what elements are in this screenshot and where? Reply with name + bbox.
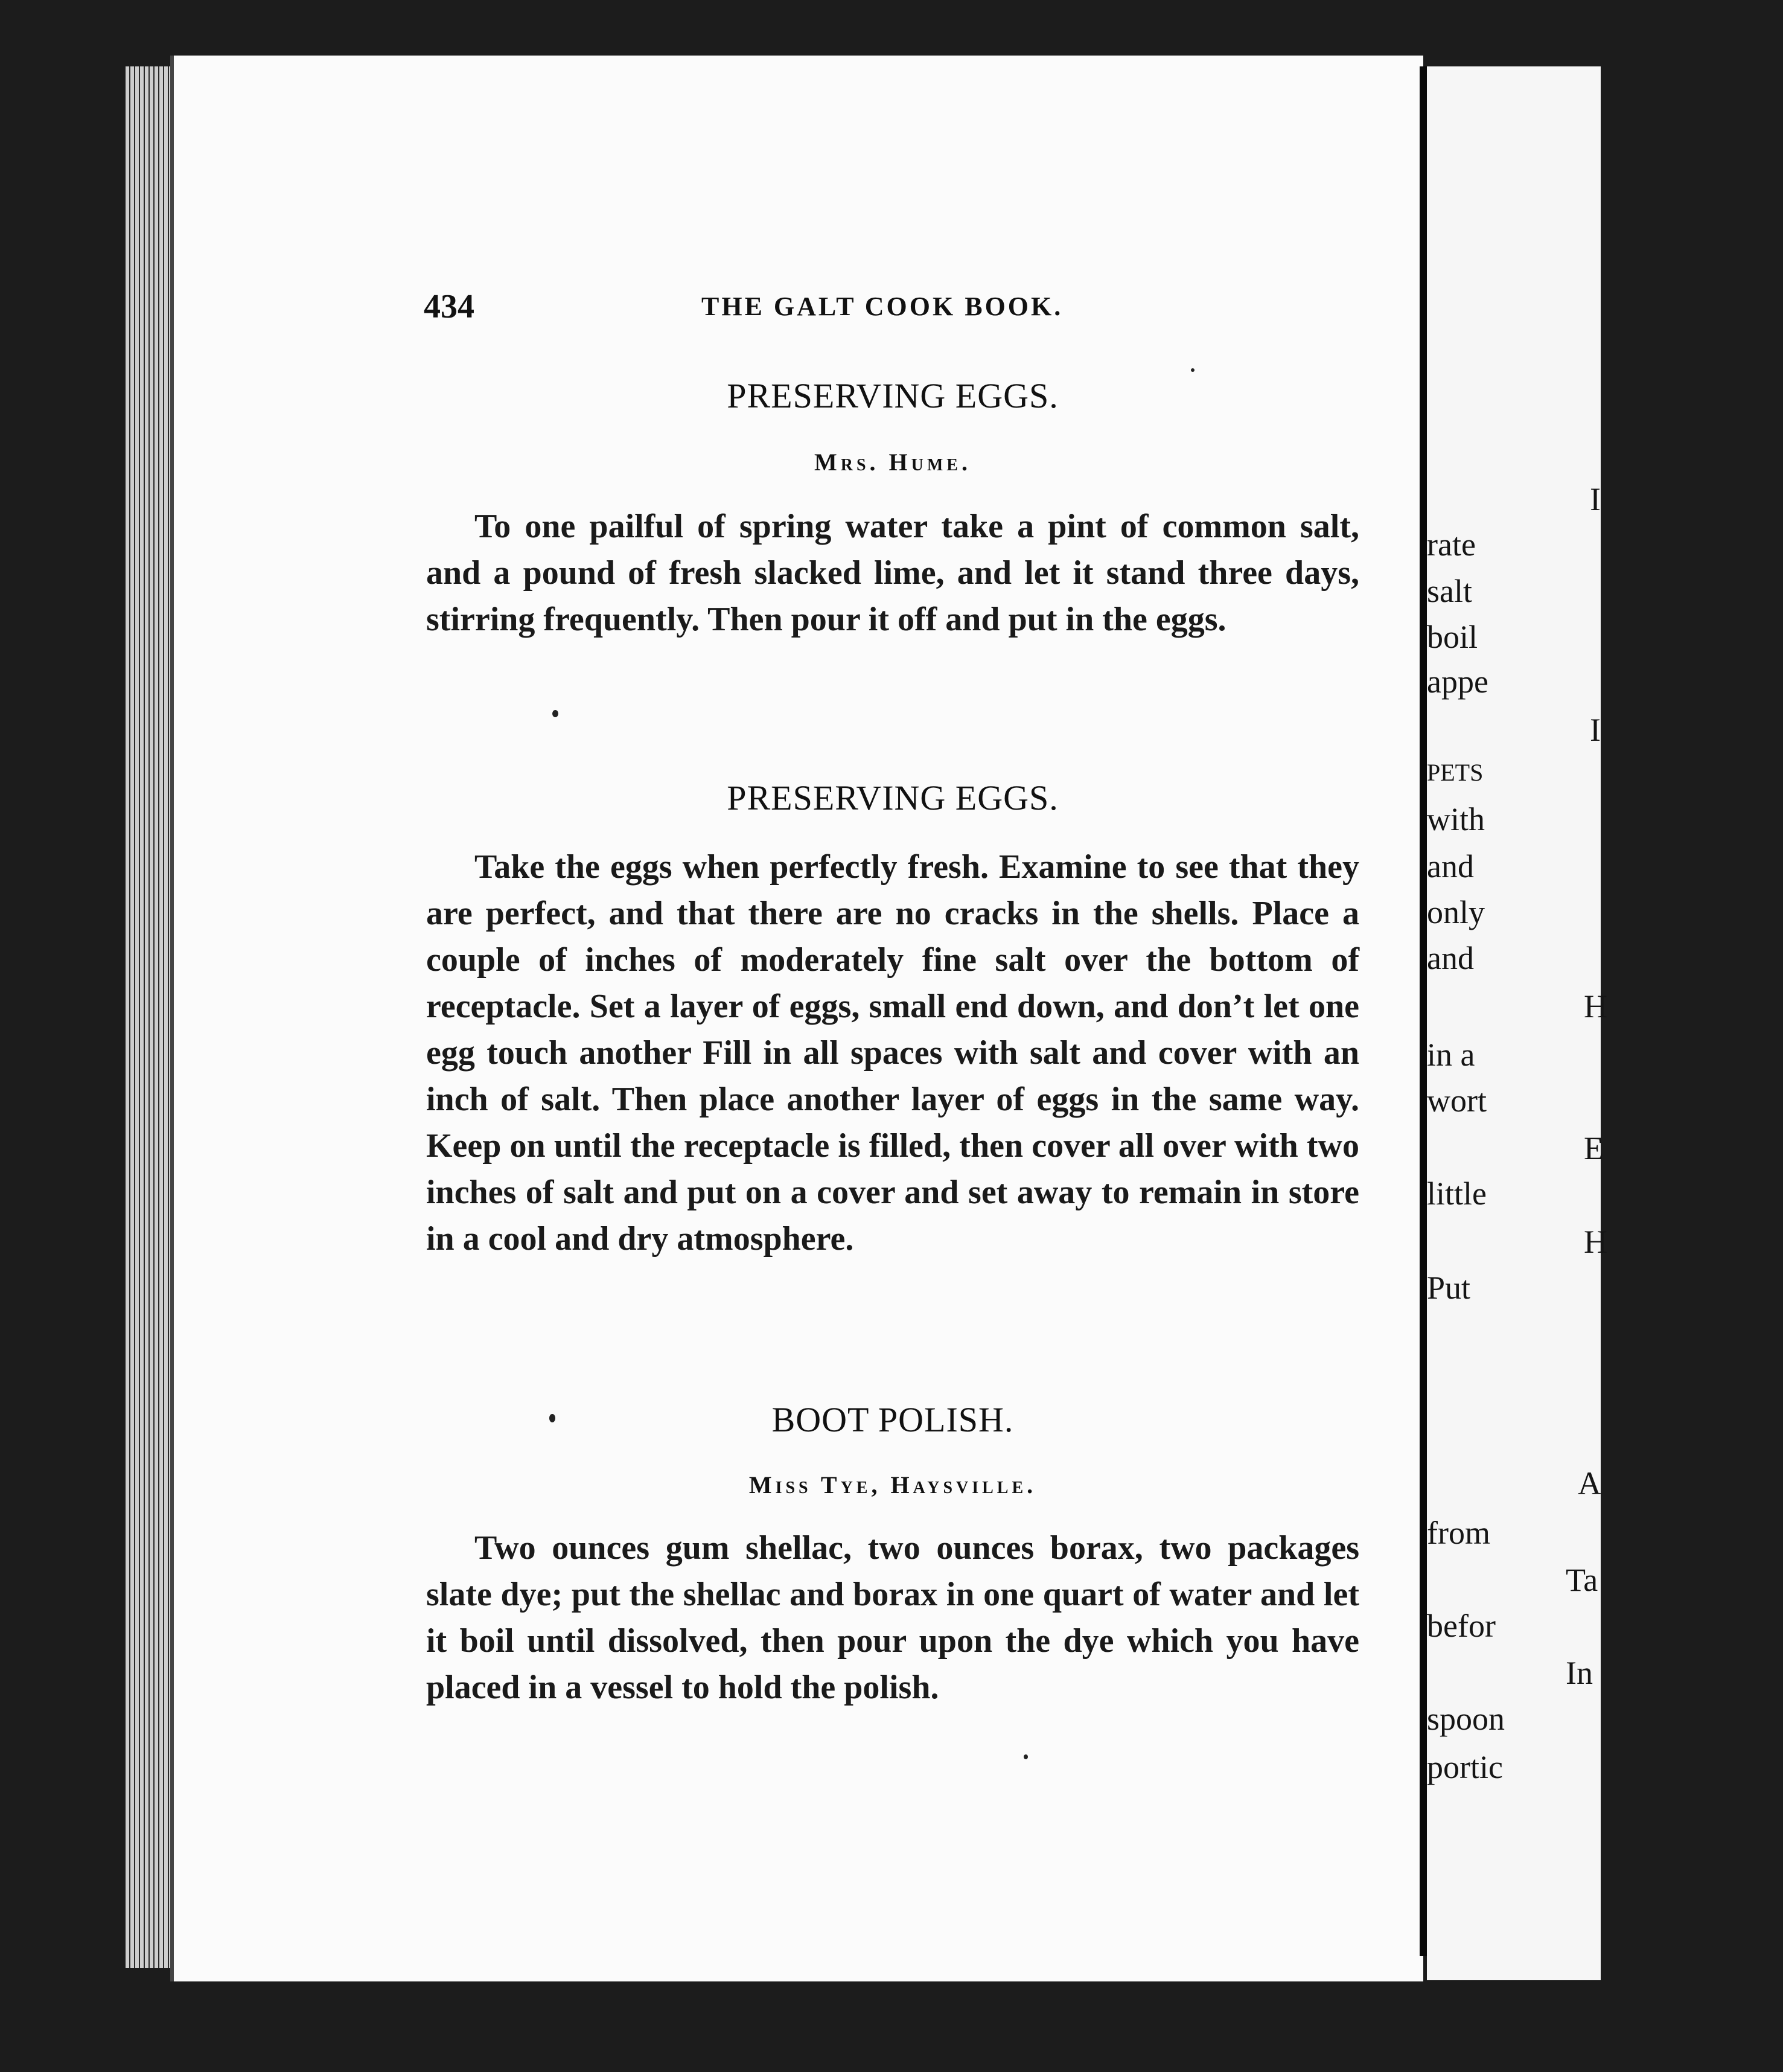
page-number: 434 xyxy=(424,288,474,325)
facing-page xyxy=(1427,66,1607,1980)
facing-fragment: salt xyxy=(1427,573,1472,609)
recipe-text: Two ounces gum shellac, two ounces borax, two packages slate dye; put the shellac and borax in one quart of water and let it boil until dissolved, then pour upon the dye which you have placed in a vessel to hold the polish. xyxy=(426,1529,1359,1706)
facing-fragment: E xyxy=(1584,1130,1604,1166)
facing-fragment: and xyxy=(1427,940,1474,976)
book-gutter xyxy=(1420,66,1427,1956)
facing-fragment: PETS xyxy=(1427,759,1484,786)
facing-fragment: boil xyxy=(1427,619,1478,655)
facing-fragment: H xyxy=(1584,988,1607,1025)
running-head xyxy=(0,287,1601,324)
recipe-heading: PRESERVING EGGS. xyxy=(727,376,1059,415)
facing-fragment: In xyxy=(1566,1655,1593,1691)
recipe-text: Take the eggs when perfectly fresh. Examine to see that they are perfect, and that there are no cracks in the shells. Place a couple of inches of moderately fine salt over the bottom of receptacle. Set a layer of eggs, small end down, and don’t let one egg touch another Fill in all spaces with salt and cover with an inch of salt. Then place another layer of eggs in the same way. Keep on until the receptacle is filled, then cover all over with two inches of salt and put on a cover and set away to remain in store in a cool and dry atmosphere. xyxy=(426,848,1359,1258)
print-speck xyxy=(1024,1754,1028,1759)
facing-fragment: rate xyxy=(1427,526,1476,563)
book-title: THE GALT COOK BOOK. xyxy=(701,292,1064,321)
recipe-text: To one pailful of spring water take a pint of common salt, and a pound of fresh slacked lime, and let it stand three days, stirring frequently. Then pour it off and put in the eggs. xyxy=(426,508,1359,638)
facing-fragment: from xyxy=(1427,1515,1490,1551)
recipe-body xyxy=(426,844,1359,1262)
facing-fragment: little xyxy=(1427,1175,1487,1212)
print-speck xyxy=(1191,368,1195,372)
recipe-author: Miss Tye, Haysville. xyxy=(748,1471,1037,1498)
facing-fragment: I xyxy=(1590,481,1601,517)
recipe-author: Mrs. Hume. xyxy=(814,449,971,476)
facing-fragment: appe xyxy=(1427,663,1488,700)
facing-fragment: spoon xyxy=(1427,1701,1505,1737)
facing-fragment: Ta xyxy=(1566,1562,1598,1598)
recipe-section xyxy=(426,778,1359,818)
recipe-body xyxy=(426,1525,1359,1711)
facing-fragment: portic xyxy=(1427,1749,1503,1785)
recipe-author-row xyxy=(426,448,1359,476)
facing-fragment: Put xyxy=(1427,1270,1471,1306)
page-edges xyxy=(126,66,171,1968)
print-speck xyxy=(552,710,558,717)
facing-fragment: befor xyxy=(1427,1608,1496,1644)
recipe-section xyxy=(426,1399,1359,1440)
recipe-heading: BOOT POLISH. xyxy=(771,1400,1014,1439)
facing-fragment: wort xyxy=(1427,1082,1487,1119)
facing-fragment: with xyxy=(1427,801,1485,837)
facing-fragment: A xyxy=(1578,1465,1601,1501)
recipe-section xyxy=(426,376,1359,416)
facing-fragment: H xyxy=(1584,1224,1607,1260)
recipe-heading: PRESERVING EGGS. xyxy=(727,778,1059,817)
recipe-author-row xyxy=(426,1471,1359,1499)
facing-fragment: and xyxy=(1427,848,1474,884)
facing-fragment: only xyxy=(1427,894,1485,930)
recipe-body xyxy=(426,504,1359,643)
print-speck xyxy=(549,1414,555,1422)
facing-fragment: I xyxy=(1590,712,1601,748)
facing-fragment: in a xyxy=(1427,1037,1475,1073)
